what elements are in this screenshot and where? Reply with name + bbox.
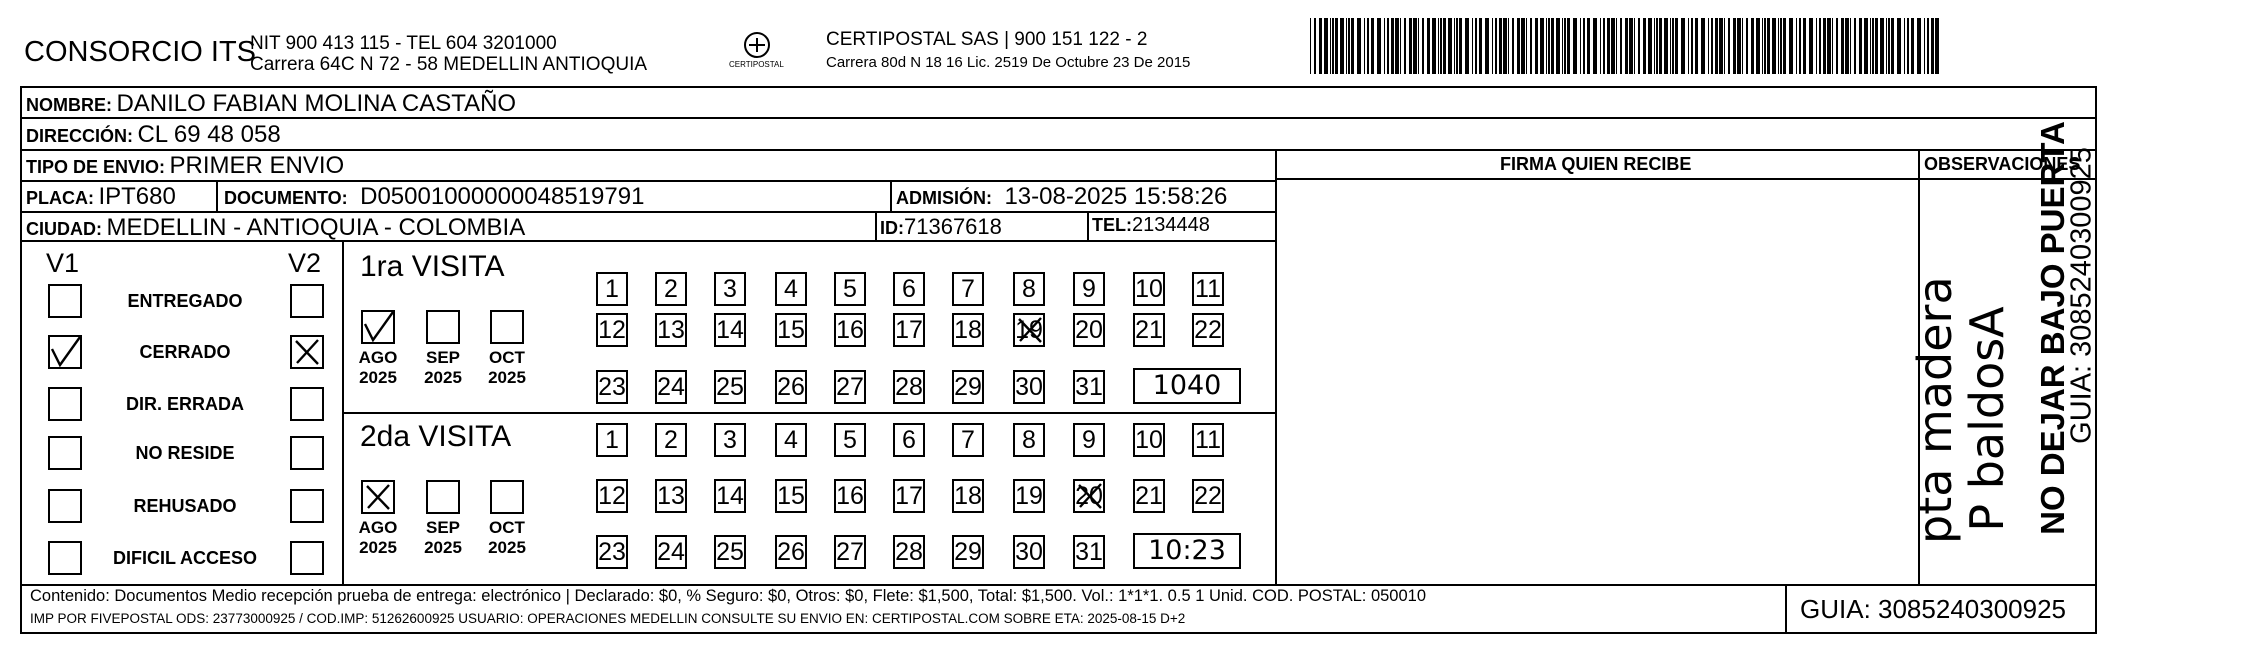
day-box[interactable]: 29 (952, 535, 984, 569)
status-label: NO RESIDE (135, 443, 235, 463)
admision-label: ADMISIÓN: (896, 188, 992, 208)
v2-checkbox-1[interactable] (290, 335, 324, 369)
day-box[interactable]: 23 (596, 535, 628, 569)
month-label: SEP (425, 518, 461, 537)
visit-time-box[interactable]: 1040 (1133, 368, 1241, 404)
tipo-row (26, 152, 344, 180)
barcode (1310, 18, 1940, 74)
day-box[interactable]: 18 (952, 313, 984, 347)
day-box[interactable]: 8 (1013, 423, 1045, 457)
documento-value: D05001000000048519791 (360, 183, 645, 210)
day-box[interactable]: 9 (1073, 272, 1105, 306)
company-address: Carrera 64C N 72 - 58 MEDELLIN ANTIOQUIA (250, 54, 648, 75)
day-box[interactable]: 12 (596, 479, 628, 513)
status-label: ENTREGADO (127, 291, 243, 311)
day-box[interactable]: 7 (952, 272, 984, 306)
nombre-value: DANILO FABIAN MOLINA CASTAÑO (116, 90, 517, 117)
certipostal-logo (727, 30, 787, 76)
visit-time-box[interactable]: 10:23 (1133, 533, 1241, 569)
day-box[interactable]: 25 (714, 535, 746, 569)
day-box[interactable]: 24 (655, 370, 687, 404)
day-box[interactable]: 15 (775, 313, 807, 347)
contenido-line: Contenido: Documentos Medio recepción prueba de entrega: electrónico | Declarado: $0, % Seguro: $0, Otros: $0, Flete: $1,500, Total: $1,500. Vol.: 1*1*1. 0.5 1 Unid. COD. POSTAL: 050010 (30, 587, 1427, 605)
tipo-label: TIPO DE ENVIO: (26, 157, 166, 177)
year-label: 2025 (488, 538, 526, 557)
nombre-row (26, 90, 516, 118)
carrier-line: CERTIPOSTAL SAS | 900 151 122 - 2 (826, 29, 1148, 50)
day-box[interactable]: 16 (834, 479, 866, 513)
day-box[interactable]: 19 (1013, 313, 1045, 347)
month-label: SEP (425, 348, 461, 367)
day-box[interactable]: 19 (1013, 479, 1045, 513)
day-box[interactable]: 14 (714, 479, 746, 513)
day-box[interactable]: 5 (834, 272, 866, 306)
placa-value: IPT680 (98, 183, 176, 210)
day-box[interactable]: 22 (1192, 479, 1224, 513)
day-box[interactable]: 14 (714, 313, 746, 347)
day-box[interactable]: 10 (1133, 423, 1165, 457)
year-label: 2025 (359, 368, 397, 387)
status-label: DIR. ERRADA (125, 394, 244, 414)
observation-line-2: P baldosA (1960, 306, 2014, 532)
day-box[interactable]: 3 (714, 272, 746, 306)
day-box[interactable]: 23 (596, 370, 628, 404)
day-box[interactable]: 21 (1133, 479, 1165, 513)
day-box[interactable]: 5 (834, 423, 866, 457)
month-checkbox-ago[interactable] (361, 310, 395, 344)
status-label: DIFICIL ACCESO (112, 548, 257, 568)
v1-checkbox-0[interactable] (48, 284, 82, 318)
day-box[interactable]: 30 (1013, 535, 1045, 569)
month-label: AGO (358, 348, 398, 367)
day-box[interactable]: 18 (952, 479, 984, 513)
ciudad-row (26, 214, 525, 242)
tel-label: TEL: (1092, 215, 1132, 235)
v2-checkbox-5[interactable] (290, 541, 324, 575)
v1-checkbox-1[interactable] (48, 335, 82, 369)
status-label: CERRADO (139, 342, 231, 362)
day-box[interactable]: 1 (596, 423, 628, 457)
day-box[interactable]: 2 (655, 272, 687, 306)
logo-text: CERTIPOSTAL (729, 60, 784, 69)
day-box[interactable]: 6 (893, 272, 925, 306)
month-checkbox-ago[interactable] (361, 480, 395, 514)
day-box[interactable]: 4 (775, 423, 807, 457)
visit-title: 1ra VISITA (360, 250, 505, 283)
day-box[interactable]: 15 (775, 479, 807, 513)
admision-value: 13-08-2025 15:58:26 (1004, 183, 1228, 210)
day-box[interactable]: 11 (1192, 272, 1224, 306)
day-box[interactable]: 30 (1013, 370, 1045, 404)
v1-checkbox-2[interactable] (48, 387, 82, 421)
status-label: REHUSADO (133, 496, 237, 516)
admision-row (896, 183, 1227, 211)
direccion-row (26, 121, 281, 149)
day-box[interactable]: 16 (834, 313, 866, 347)
year-label: 2025 (488, 368, 526, 387)
v2-checkbox-3[interactable] (290, 436, 324, 470)
company-name: CONSORCIO ITS (24, 36, 257, 68)
day-box[interactable]: 20 (1073, 479, 1105, 513)
month-checkbox-sep[interactable] (426, 480, 460, 514)
year-label: 2025 (359, 538, 397, 557)
year-label: 2025 (424, 538, 462, 557)
day-box[interactable]: 20 (1073, 313, 1105, 347)
carrier-address: Carrera 80d N 18 16 Lic. 2519 De Octubre 23 De 2015 (826, 54, 1191, 71)
id-label: ID: (880, 218, 904, 238)
tel-value: 2134448 (1132, 214, 1210, 236)
day-box[interactable]: 26 (775, 535, 807, 569)
day-box[interactable]: 8 (1013, 272, 1045, 306)
ciudad-value: MEDELLIN - ANTIOQUIA - COLOMBIA (106, 214, 526, 241)
month-checkbox-sep[interactable] (426, 310, 460, 344)
day-box[interactable]: 27 (834, 535, 866, 569)
day-box[interactable]: 13 (655, 313, 687, 347)
company-nit: NIT 900 413 115 - TEL 604 3201000 (250, 33, 557, 54)
day-box[interactable]: 25 (714, 370, 746, 404)
observation-line-1: pta madera (1908, 276, 1962, 544)
day-box[interactable]: 17 (893, 479, 925, 513)
day-box[interactable]: 22 (1192, 313, 1224, 347)
day-box[interactable]: 17 (893, 313, 925, 347)
day-box[interactable]: 28 (893, 535, 925, 569)
footer-guia: GUIA: 3085240300925 (1800, 594, 2066, 624)
v2-label: V2 (288, 248, 322, 278)
month-label: OCT (489, 518, 525, 537)
observaciones-label: OBSERVACIONES (1924, 154, 2081, 174)
placa-row (26, 183, 176, 211)
day-box[interactable]: 7 (952, 423, 984, 457)
day-box[interactable]: 4 (775, 272, 807, 306)
imp-line: IMP POR FIVEPOSTAL ODS: 23773000925 / COD.IMP: 51262600925 USUARIO: OPERACIONES MEDELLIN CONSULTE SU ENVIO EN: CERTIPOSTAL.COM SOBRE ETA: 2025-08-15 D+2 (30, 611, 1186, 626)
day-box[interactable]: 3 (714, 423, 746, 457)
v2-checkbox-0[interactable] (290, 284, 324, 318)
documento-label: DOCUMENTO: (224, 188, 348, 208)
placa-label: PLACA: (26, 188, 94, 208)
day-box[interactable]: 28 (893, 370, 925, 404)
month-checkbox-oct[interactable] (490, 310, 524, 344)
ciudad-label: CIUDAD: (26, 219, 102, 239)
day-box[interactable]: 9 (1073, 423, 1105, 457)
day-box[interactable]: 10 (1133, 272, 1165, 306)
side-warning: NO DEJAR BAJO PUERTA (2034, 121, 2071, 535)
day-box[interactable]: 26 (775, 370, 807, 404)
day-box[interactable]: 6 (893, 423, 925, 457)
day-box[interactable]: 2 (655, 423, 687, 457)
v1-label: V1 (46, 248, 80, 278)
day-box[interactable]: 13 (655, 479, 687, 513)
day-box[interactable]: 1 (596, 272, 628, 306)
day-box[interactable]: 27 (834, 370, 866, 404)
v2-checkbox-4[interactable] (290, 489, 324, 523)
id-value: 71367618 (904, 214, 1002, 239)
side-guia: GUIA: 3085240300925 (2065, 147, 2098, 444)
day-box[interactable]: 12 (596, 313, 628, 347)
month-label: OCT (489, 348, 525, 367)
day-box[interactable]: 31 (1073, 370, 1105, 404)
day-box[interactable]: 21 (1133, 313, 1165, 347)
direccion-value: CL 69 48 058 (137, 121, 281, 148)
nombre-label: NOMBRE: (26, 95, 112, 115)
firma-label: FIRMA QUIEN RECIBE (1500, 154, 1692, 174)
day-box[interactable]: 31 (1073, 535, 1105, 569)
month-checkbox-oct[interactable] (490, 480, 524, 514)
v2-checkbox-2[interactable] (290, 387, 324, 421)
v1-checkbox-3[interactable] (48, 436, 82, 470)
month-label: AGO (358, 518, 398, 537)
tel-row (1092, 214, 1210, 237)
day-box[interactable]: 24 (655, 535, 687, 569)
tipo-value: PRIMER ENVIO (169, 152, 345, 179)
day-box[interactable]: 29 (952, 370, 984, 404)
direccion-label: DIRECCIÓN: (26, 126, 133, 146)
visit-title: 2da VISITA (360, 420, 512, 453)
v1-checkbox-4[interactable] (48, 489, 82, 523)
year-label: 2025 (424, 368, 462, 387)
id-row (880, 214, 1002, 240)
documento-row (224, 183, 644, 211)
v1-checkbox-5[interactable] (48, 541, 82, 575)
day-box[interactable]: 11 (1192, 423, 1224, 457)
